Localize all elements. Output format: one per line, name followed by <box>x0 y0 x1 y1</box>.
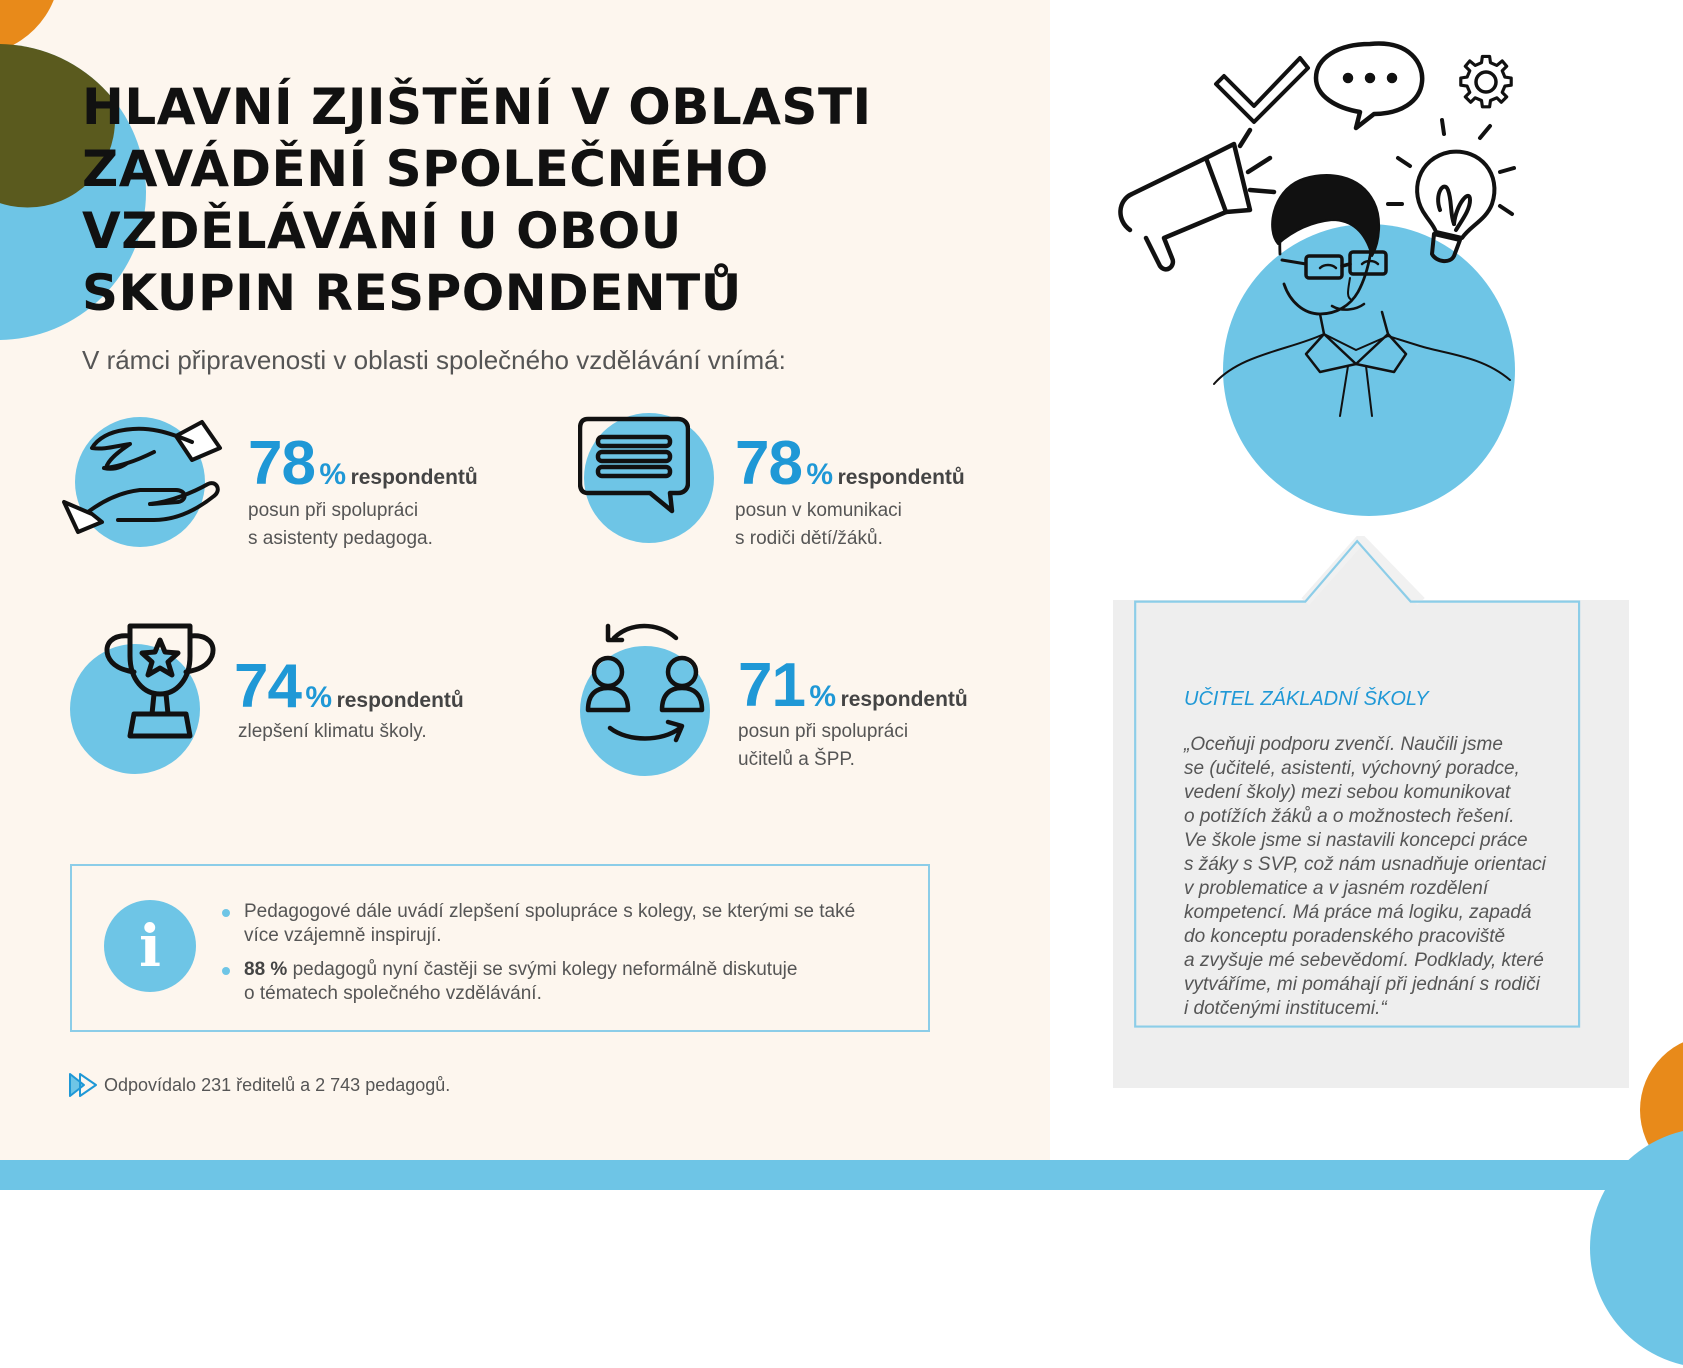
stat-description <box>738 718 908 774</box>
stat-description-line: posun při spolupráci <box>248 500 419 521</box>
stat-description-line: posun při spolupráci <box>738 721 909 742</box>
stat-label: respondentů <box>840 688 968 711</box>
footer-note <box>68 1072 450 1098</box>
quote-line: Ve škole jsme si nastavili koncepci práce <box>1184 830 1528 851</box>
info-box <box>70 864 930 1032</box>
stat-label: respondentů <box>837 466 965 489</box>
quote-text <box>1184 733 1589 1021</box>
stat-unit: % <box>809 680 837 713</box>
chat-message-icon <box>578 415 690 517</box>
quote-line: „Oceňuji podporu zvenčí. Naučili jsme <box>1184 734 1503 755</box>
handshake-hands-icon <box>58 418 223 536</box>
quote-line: se (učitelé, asistenti, výchovný poradce, <box>1184 758 1520 779</box>
bullet-line: o tématech společného vzdělávání. <box>244 983 542 1004</box>
stat-description <box>248 497 433 553</box>
stat-headline <box>234 651 464 722</box>
bullet-text <box>244 958 882 1006</box>
stat-unit: % <box>806 458 834 491</box>
stat-unit: % <box>319 458 347 491</box>
bullet-line: Pedagogové dále uvádí zlepšení spolupráce s kolegy, se kterými se také <box>244 901 856 922</box>
stat-description-line: zlepšení klimatu školy. <box>238 721 427 742</box>
stat-value: 78 <box>735 429 802 498</box>
stat-headline <box>738 650 968 721</box>
stat-description-line: učitelů a ŠPP. <box>738 749 855 770</box>
stat-unit: % <box>305 681 333 714</box>
info-icon: i <box>104 900 196 992</box>
megaphone-icon <box>1120 130 1274 269</box>
title-line: VZDĚLÁVÁNÍ U OBOU <box>82 202 682 260</box>
footer-note-text: Odpovídalo 231 ředitelů a 2 743 pedagogů. <box>104 1074 451 1095</box>
bullet-dot <box>222 967 230 975</box>
bullet-emphasis: 88 % <box>244 959 288 980</box>
stat-description <box>238 718 427 746</box>
bullet-line: více vzájemně inspirují. <box>244 925 442 946</box>
stat-description-line: s rodiči dětí/žáků. <box>735 528 883 549</box>
stat-label: respondentů <box>350 466 478 489</box>
stat-description-line: posun v komunikaci <box>735 500 902 521</box>
teacher-illustration <box>1110 34 1630 534</box>
double-play-arrow-icon <box>68 1072 98 1098</box>
info-bullet <box>222 900 882 948</box>
bullet-text <box>244 900 882 948</box>
stat-headline <box>735 428 965 499</box>
title-line: SKUPIN RESPONDENTŮ <box>82 264 742 322</box>
stat-headline <box>248 428 478 499</box>
quote-line: v problematice a v jasném rozdělení <box>1184 878 1489 899</box>
quote-line: vedení školy) mezi sebou komunikovat <box>1184 782 1511 803</box>
quote-line: kompetencí. Má práce má logiku, zapadá <box>1184 902 1532 923</box>
subtitle: V rámci připravenosti v oblasti společného vzdělávání vnímá: <box>82 345 786 375</box>
stat-description-line: s asistenty pedagoga. <box>248 528 433 549</box>
bullet-line <box>244 958 882 982</box>
quote-line: s žáky s SVP, což nám usnadňuje orientaci <box>1184 854 1546 875</box>
trophy-star-icon <box>102 622 217 740</box>
quote-line: vytváříme, mi pomáhají při jednání s rodiči <box>1184 974 1540 995</box>
quote-line: i dotčenými institucemi.“ <box>1184 998 1387 1019</box>
stat-label: respondentů <box>336 689 464 712</box>
bottom-band <box>0 1160 1683 1190</box>
stat-value: 74 <box>234 652 301 721</box>
people-exchange-icon <box>580 618 710 750</box>
speech-bubble-icon <box>1316 44 1422 128</box>
stat-value: 78 <box>248 429 315 498</box>
page-title <box>82 76 872 324</box>
stat-value: 71 <box>738 651 805 720</box>
bullet-line-rest: pedagogů nyní častěji se svými kolegy neformálně diskutuje <box>292 959 798 980</box>
quote-author-label: UČITEL ZÁKLADNÍ ŠKOLY <box>1184 688 1429 710</box>
quote-line: do konceptu poradenského pracoviště <box>1184 926 1506 947</box>
checkmark-icon <box>1216 58 1308 122</box>
gear-icon <box>1461 56 1511 106</box>
bullet-dot <box>222 909 230 917</box>
quote-line: o potížích žáků a o možnostech řešení. <box>1184 806 1515 827</box>
info-bullet <box>222 958 882 1006</box>
portrait-circle <box>1223 224 1515 516</box>
quote-line: a zvyšuje mé sebevědomí. Podklady, které <box>1184 950 1544 971</box>
title-line: HLAVNÍ ZJIŠTĚNÍ V OBLASTI <box>82 78 872 136</box>
title-line: ZAVÁDĚNÍ SPOLEČNÉHO <box>82 140 769 198</box>
stat-description <box>735 497 902 553</box>
